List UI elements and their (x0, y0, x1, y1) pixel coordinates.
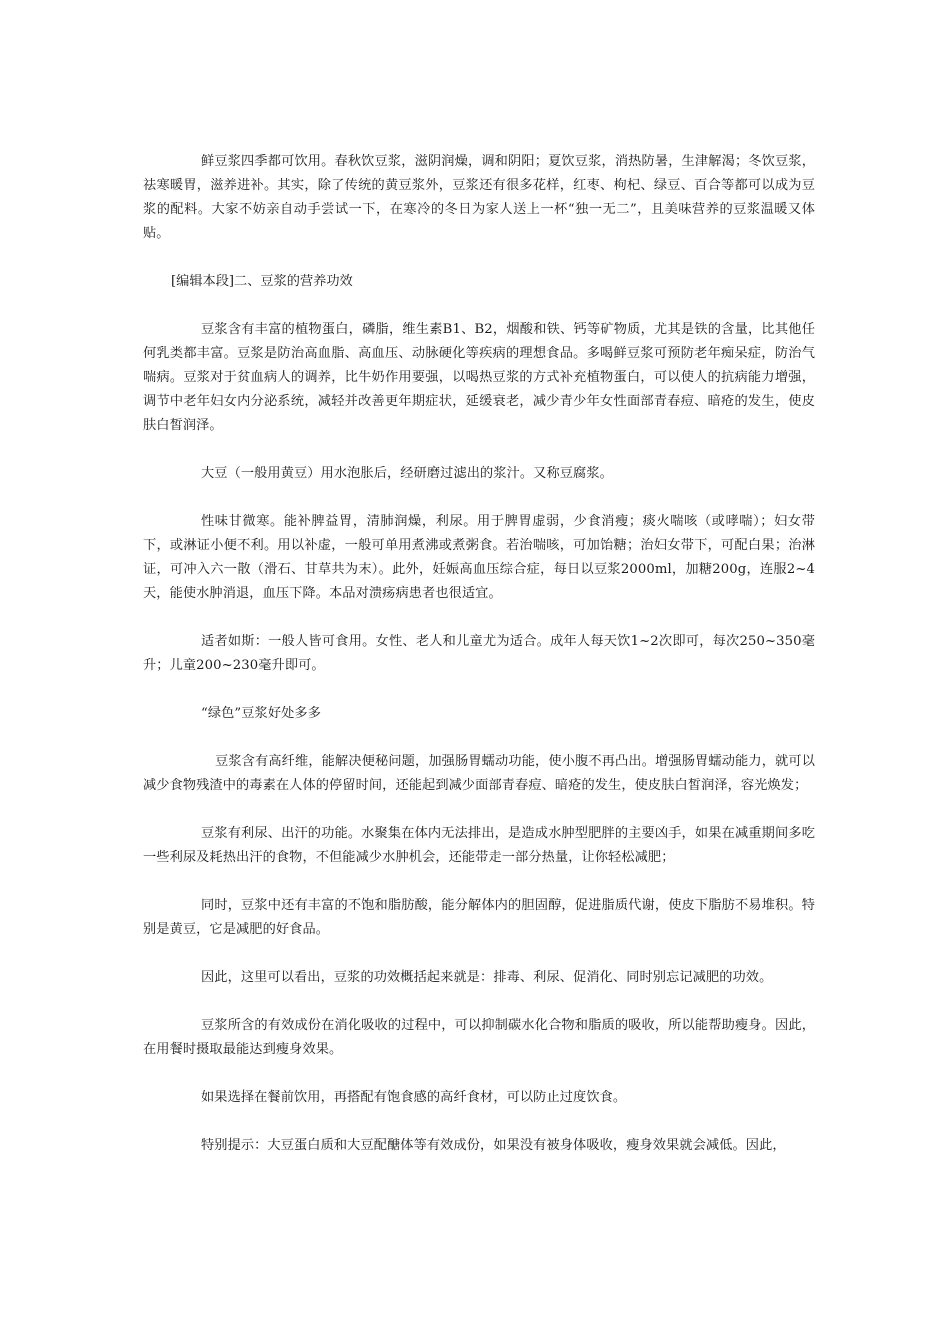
paragraph-nutrition-content: 豆浆含有丰富的植物蛋白，磷脂，维生素B1、B2，烟酸和铁、钙等矿物质，尤其是铁的含量，比其他任何乳类都丰富。豆浆是防治高血脂、高血压、动脉硬化等疾病的理想食品。多喝鲜豆浆可预防老年痴呆症，防治气喘病。豆浆对于贫血病人的调养，比牛奶作用要强，以喝热豆浆的方式补充植物蛋白，可以使人的抗病能力增强，调节中老年妇女内分泌系统，减轻并改善更年期症状，延缓衰老，减少青少年女性面部青春痘、暗疮的发生，使皮肤白皙润泽。 (143, 322, 815, 433)
paragraph-absorption: 豆浆所含的有效成份在消化吸收的过程中，可以抑制碳水化合物和脂质的吸收，所以能帮助瘦身。因此，在用餐时摄取最能达到瘦身效果。 (143, 1018, 815, 1057)
paragraph-diuretic: 豆浆有利尿、出汗的功能。水聚集在体内无法排出，是造成水肿型肥胖的主要凶手，如果在减重期间多吃一些利尿及耗热出汗的食物，不但能减少水肿机会，还能带走一部分热量，让你轻松减肥； (143, 826, 815, 865)
paragraph-fatty-acids: 同时，豆浆中还有丰富的不饱和脂肪酸，能分解体内的胆固醇，促进脂质代谢，使皮下脂肪不易堆积。特别是黄豆，它是减肥的好食品。 (143, 898, 815, 937)
paragraph-before-meal: 如果选择在餐前饮用，再搭配有饱食感的高纤食材，可以防止过度饮食。 (201, 1090, 627, 1105)
document-body (143, 150, 815, 1182)
paragraph-properties-usage: 性味甘微寒。能补脾益胃，清肺润燥，利尿。用于脾胃虚弱，少食消瘦；痰火喘咳（或哮喘）；妇女带下，或淋证小便不利。用以补虚，一般可单用煮沸或煮粥食。若治喘咳，可加饴糖；治妇女带下，可配白果；治淋证，可冲入六一散（滑石、甘草共为末）。此外，妊娠高血压综合症，每日以豆浆2000ml，加糖200g，连服2~4天，能使水肿消退，血压下降。本品对溃疡病患者也很适宜。 (143, 514, 815, 601)
section-heading-nutrition: [编辑本段]二、豆浆的营养功效 (171, 274, 353, 289)
paragraph-high-fiber: 豆浆含有高纤维，能解决便秘问题，加强肠胃蠕动功能，使小腹不再凸出。增强肠胃蠕动能力，就可以减少食物残渣中的毒素在人体的停留时间，还能起到减少面部青春痘、暗疮的发生，使皮肤白皙润泽，容光焕发； (143, 754, 815, 793)
paragraph-special-tip: 特别提示：大豆蛋白质和大豆配醣体等有效成份，如果没有被身体吸收，瘦身效果就会减低。因此， (201, 1138, 786, 1153)
paragraph-green-soymilk-title: “绿色”豆浆好处多多 (201, 706, 321, 721)
paragraph-suitable-people: 适者如斯：一般人皆可食用。女性、老人和儿童尤为适合。成年人每天饮1~2次即可，每次250~350毫升；儿童200~230毫升即可。 (143, 634, 815, 673)
paragraph-summary: 因此，这里可以看出，豆浆的功效概括起来就是：排毒、利尿、促消化、同时别忘记减肥的功效。 (201, 970, 773, 985)
paragraph-seasonal-soymilk: 鲜豆浆四季都可饮用。春秋饮豆浆，滋阴润燥，调和阴阳；夏饮豆浆，消热防暑，生津解渴；冬饮豆浆，祛寒暖胃，滋养进补。其实，除了传统的黄豆浆外，豆浆还有很多花样，红枣、枸杞、绿豆、百合等都可以成为豆浆的配料。大家不妨亲自动手尝试一下，在寒冷的冬日为家人送上一杯“独一无二”，且美味营养的豆浆温暖又体贴。 (143, 154, 815, 241)
paragraph-soybean-definition: 大豆（一般用黄豆）用水泡胀后，经研磨过滤出的浆汁。又称豆腐浆。 (201, 466, 613, 481)
